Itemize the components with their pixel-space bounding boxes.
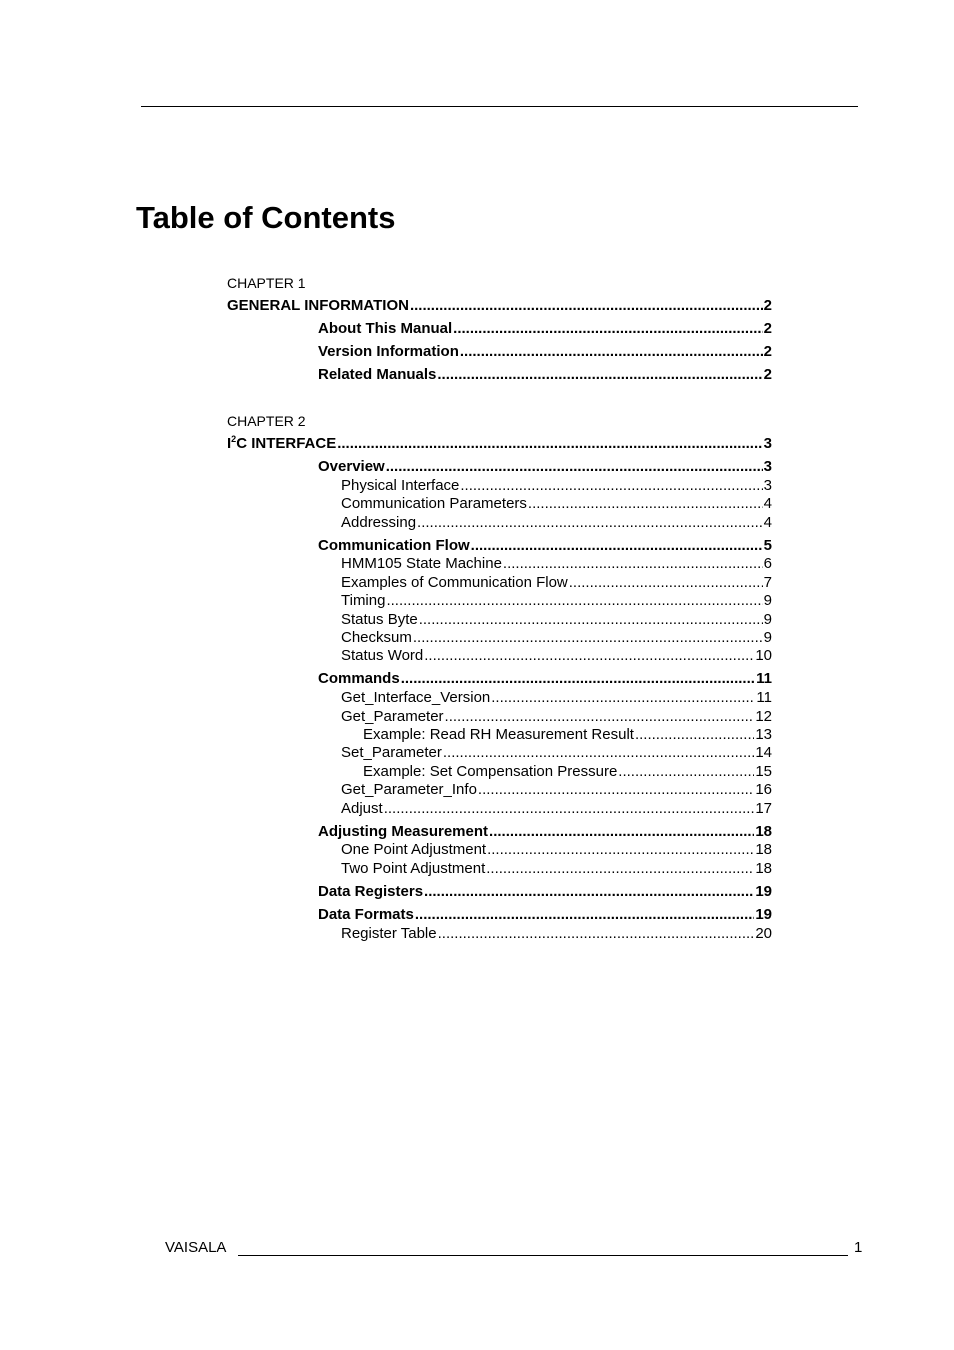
toc-entry[interactable]	[363, 763, 772, 781]
toc-leader-dots	[460, 342, 763, 362]
toc-entry-title: Addressing	[341, 514, 417, 531]
toc-leader-dots	[419, 611, 763, 629]
toc-entry[interactable]	[363, 726, 772, 744]
toc-leader-dots	[386, 592, 762, 610]
toc-entry-page: 18	[755, 841, 772, 858]
toc-entry-page: 11	[756, 689, 772, 706]
toc-entry-title: Adjusting Measurement	[318, 823, 489, 840]
toc-entry-page: 3	[763, 458, 772, 475]
toc-entry-title: Version Information	[318, 343, 459, 360]
toc-entry-page: 14	[755, 744, 772, 761]
toc-entry-page: 18	[755, 860, 772, 877]
toc-entry[interactable]	[318, 882, 772, 902]
toc-entry-title: Status Byte	[341, 611, 418, 628]
toc-entry[interactable]	[341, 708, 772, 726]
toc-leader-dots	[478, 781, 754, 799]
toc-entry[interactable]	[318, 905, 772, 925]
toc-entry[interactable]	[341, 477, 772, 495]
toc-leader-dots	[460, 477, 762, 495]
toc-entry[interactable]	[341, 744, 772, 762]
toc-leader-dots	[503, 555, 763, 573]
toc-entry-title: Checksum	[341, 629, 412, 646]
toc-entry-title: Timing	[341, 592, 386, 609]
toc-entry-title: Physical Interface	[341, 477, 460, 494]
toc-entry[interactable]	[318, 536, 772, 556]
toc-entry-title: Example: Read RH Measurement Result	[363, 726, 634, 743]
toc-entry-page: 11	[756, 670, 772, 687]
toc-entry-page: 17	[755, 800, 772, 817]
toc-leader-dots	[384, 800, 755, 818]
toc-entry-title: HMM105 State Machine	[341, 555, 502, 572]
toc-leader-dots	[438, 925, 755, 943]
toc-leader-dots	[453, 319, 762, 339]
toc-leader-dots	[443, 744, 754, 762]
toc-entry-page: 18	[755, 823, 772, 840]
toc-entry-page: 5	[763, 537, 772, 554]
chapter-label: CHAPTER 2	[227, 413, 306, 429]
toc-leader-dots	[635, 726, 754, 744]
toc-entry-title: Register Table	[341, 925, 437, 942]
toc-entry-title: Data Registers	[318, 883, 424, 900]
toc-entry-title-prefix: I	[227, 435, 232, 452]
toc-entry-title: Examples of Communication Flow	[341, 574, 568, 591]
toc-entry-page: 2	[763, 320, 772, 337]
toc-entry[interactable]	[341, 689, 772, 707]
toc-entry[interactable]	[318, 669, 772, 689]
toc-entry-title: Overview	[318, 458, 385, 475]
toc-entry-title: Status Word	[341, 647, 424, 664]
toc-leader-dots	[424, 882, 754, 902]
footer-rule	[238, 1255, 848, 1256]
toc-entry-title: GENERAL INFORMATION	[227, 297, 409, 314]
toc-entry-title: Communication Parameters	[341, 495, 527, 512]
toc-entry-title: Get_Interface_Version	[341, 689, 491, 706]
toc-leader-dots	[569, 574, 763, 592]
toc-entry-title: One Point Adjustment	[341, 841, 487, 858]
toc-entry-title: Get_Parameter	[341, 708, 444, 725]
toc-entry-page: 4	[763, 514, 772, 531]
toc-entry-title-superscript: 2	[231, 434, 237, 444]
toc-entry[interactable]	[341, 495, 772, 513]
toc-leader-dots	[491, 689, 755, 707]
toc-entry-page: 7	[763, 574, 772, 591]
toc-entry-page: 9	[763, 611, 772, 628]
toc-entry-title-text: C INTERFACE	[236, 435, 337, 452]
toc-entry-page: 19	[755, 883, 772, 900]
toc-entry-title	[227, 434, 336, 454]
toc-leader-dots	[486, 860, 754, 878]
toc-entry-page: 20	[755, 925, 772, 942]
toc-leader-dots	[618, 763, 754, 781]
toc-entry-page: 3	[763, 435, 772, 452]
toc-entry[interactable]	[318, 457, 772, 477]
toc-entry[interactable]	[318, 822, 772, 842]
toc-entry[interactable]	[341, 555, 772, 573]
toc-entry-page: 15	[755, 763, 772, 780]
toc-entry[interactable]	[341, 647, 772, 665]
toc-entry-page: 9	[763, 629, 772, 646]
toc-entry-title: Example: Set Compensation Pressure	[363, 763, 618, 780]
toc-entry-page: 4	[763, 495, 772, 512]
toc-entry[interactable]	[341, 925, 772, 943]
toc-entry-page: 19	[755, 906, 772, 923]
toc-entry-title: Adjust	[341, 800, 383, 817]
page-title: Table of Contents	[136, 200, 396, 235]
chapter-label: CHAPTER 1	[227, 275, 306, 291]
toc-entry[interactable]	[341, 860, 772, 878]
toc-entry-title: Set_Parameter	[341, 744, 442, 761]
toc-entry-page: 16	[755, 781, 772, 798]
toc-leader-dots	[489, 822, 754, 842]
toc-entry[interactable]	[341, 611, 772, 629]
toc-leader-dots	[417, 514, 763, 532]
toc-entry-page: 2	[763, 343, 772, 360]
toc-entry[interactable]	[227, 434, 772, 454]
toc-leader-dots	[487, 841, 754, 859]
toc-entry-page: 10	[755, 647, 772, 664]
toc-entry-title: Communication Flow	[318, 537, 470, 554]
toc-entry-page: 13	[755, 726, 772, 743]
toc-entry-title: Related Manuals	[318, 366, 437, 383]
toc-entry-page: 2	[763, 366, 772, 383]
toc-leader-dots	[437, 365, 762, 385]
toc-entry-title: Commands	[318, 670, 400, 687]
toc-entry-page: 6	[763, 555, 772, 572]
toc-leader-dots	[401, 669, 755, 689]
toc-leader-dots	[445, 708, 755, 726]
toc-entry-page: 3	[763, 477, 772, 494]
toc-entry[interactable]	[318, 365, 772, 385]
toc-entry[interactable]	[341, 841, 772, 859]
toc-entry-page: 12	[755, 708, 772, 725]
toc-entry[interactable]	[341, 574, 772, 592]
toc-entry[interactable]	[341, 629, 772, 647]
toc-entry-page: 9	[763, 592, 772, 609]
toc-leader-dots	[415, 905, 754, 925]
toc-entry[interactable]	[341, 781, 772, 799]
toc-entry[interactable]	[227, 296, 772, 316]
toc-leader-dots	[471, 536, 763, 556]
toc-entry[interactable]	[341, 592, 772, 610]
toc-leader-dots	[413, 629, 763, 647]
toc-entry-title: Get_Parameter_Info	[341, 781, 477, 798]
toc-entry-page: 2	[763, 297, 772, 314]
toc-leader-dots	[337, 434, 762, 454]
toc-entry-title: Data Formats	[318, 906, 414, 923]
toc-entry[interactable]	[341, 514, 772, 532]
toc-entry-title: Two Point Adjustment	[341, 860, 486, 877]
toc-leader-dots	[528, 495, 763, 513]
footer-company: VAISALA	[165, 1239, 227, 1256]
toc-leader-dots	[410, 296, 763, 316]
toc-leader-dots	[386, 457, 763, 477]
toc-entry[interactable]	[318, 342, 772, 362]
toc-entry-title: About This Manual	[318, 320, 453, 337]
toc-entry[interactable]	[341, 800, 772, 818]
toc-entry[interactable]	[318, 319, 772, 339]
toc-leader-dots	[424, 647, 754, 665]
footer-page-number: 1	[854, 1239, 863, 1256]
